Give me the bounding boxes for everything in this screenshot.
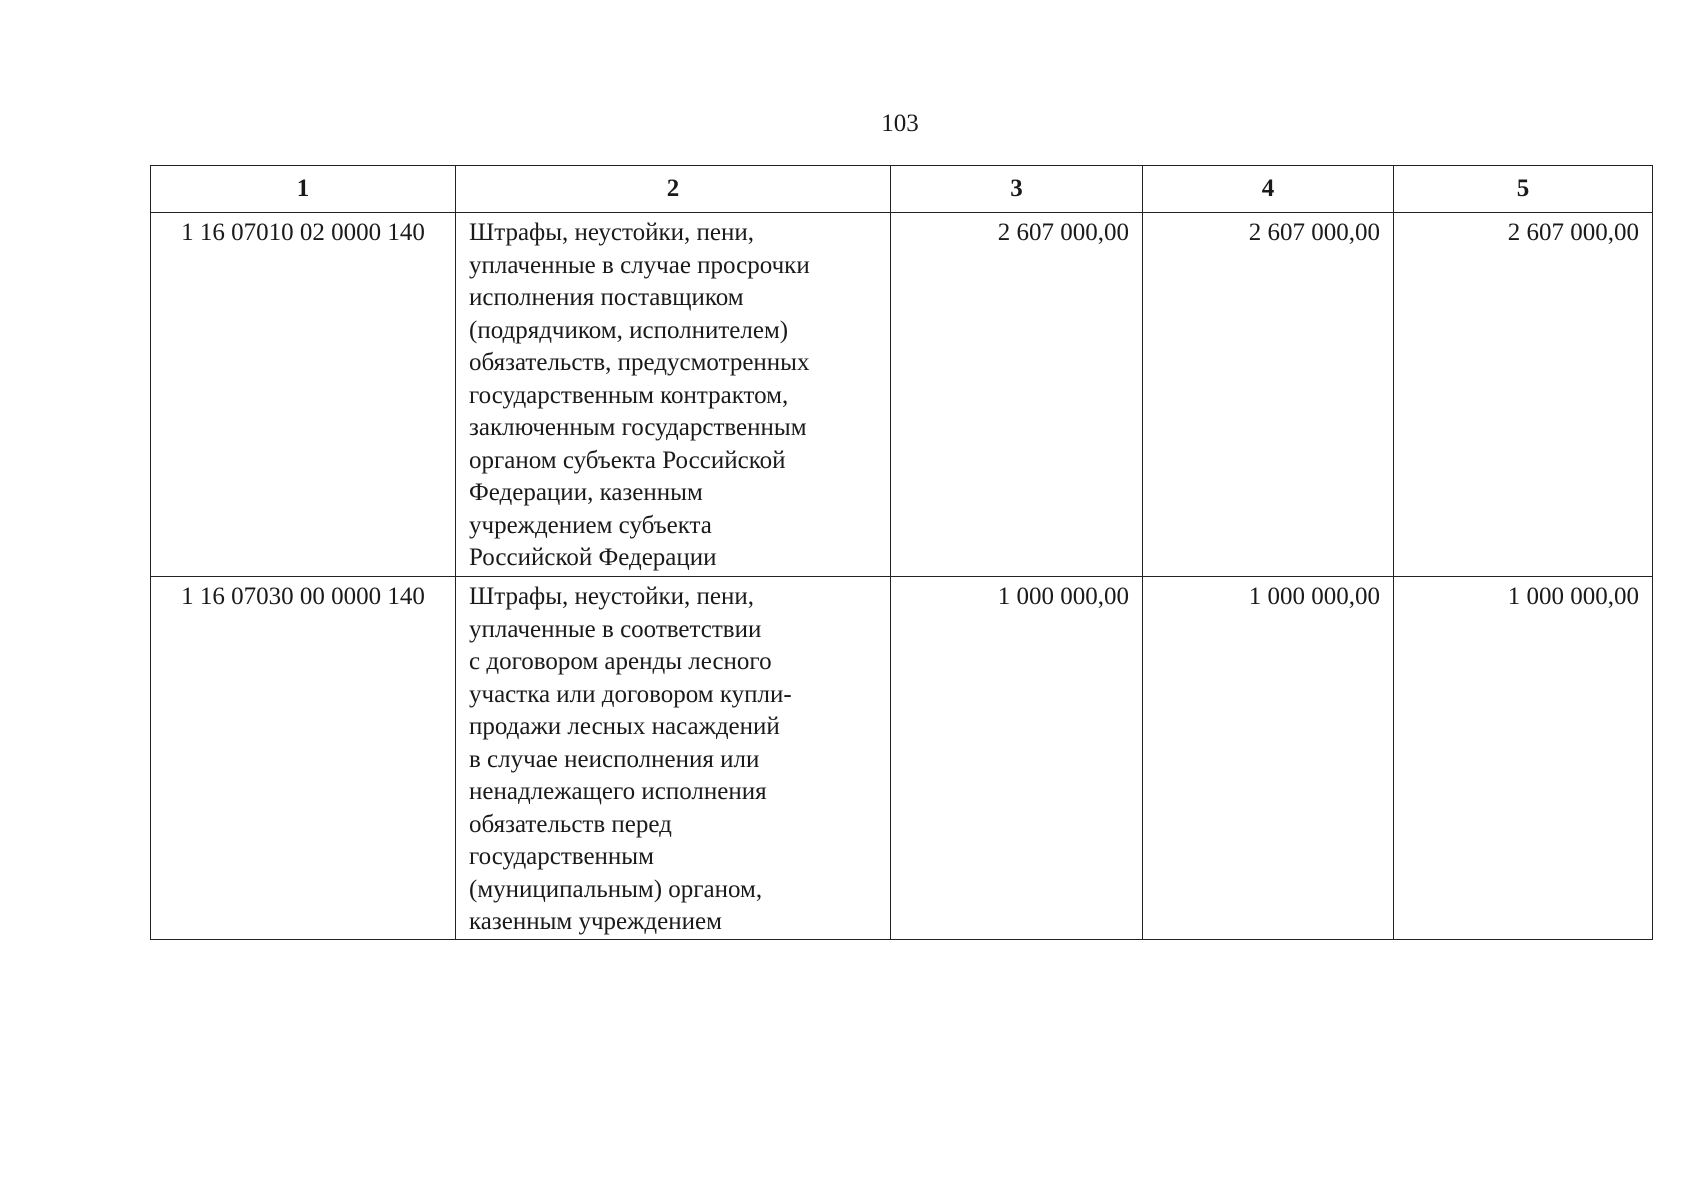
income-name bbox=[456, 213, 891, 577]
income-name-line: (подрядчиком, исполнителем) bbox=[469, 316, 789, 344]
income-name-line: органом субъекта Российской bbox=[469, 446, 786, 474]
income-name bbox=[456, 577, 891, 940]
amount-col-4: 2 607 000,00 bbox=[1143, 213, 1394, 577]
income-name-line: исполнения поставщиком bbox=[469, 284, 744, 311]
income-name-line: государственным bbox=[469, 843, 654, 870]
income-name-line: Штрафы, неустойки, пени, bbox=[469, 219, 754, 246]
income-name-line: Федерации, казенным bbox=[469, 479, 703, 506]
income-name-line: в случае неисполнения или bbox=[469, 745, 760, 773]
header-col-1: 1 bbox=[151, 166, 456, 213]
header-col-4: 4 bbox=[1143, 166, 1394, 213]
amount-col-5: 1 000 000,00 bbox=[1394, 577, 1653, 940]
table-row bbox=[151, 213, 1653, 577]
income-name-line: (муниципальным) органом, bbox=[469, 875, 763, 903]
income-code: 1 16 07010 02 0000 140 bbox=[151, 213, 456, 577]
income-name-line: казенным учреждением bbox=[469, 908, 722, 935]
amount-col-5: 2 607 000,00 bbox=[1394, 213, 1653, 577]
income-name-line: государственным контрактом, bbox=[469, 381, 789, 409]
income-name-line: Российской Федерации bbox=[469, 544, 717, 571]
income-name-line: продажи лесных насаждений bbox=[469, 713, 780, 740]
header-col-2: 2 bbox=[456, 166, 891, 213]
header-col-3: 3 bbox=[891, 166, 1143, 213]
income-name-line: с договором аренды лесного bbox=[469, 648, 772, 675]
header-col-5: 5 bbox=[1394, 166, 1653, 213]
budget-table bbox=[150, 165, 1653, 940]
income-code: 1 16 07030 00 0000 140 bbox=[151, 577, 456, 940]
page-number: 103 bbox=[881, 110, 919, 137]
amount-col-3: 2 607 000,00 bbox=[891, 213, 1143, 577]
table-header-row bbox=[151, 166, 1653, 213]
amount-col-4: 1 000 000,00 bbox=[1143, 577, 1394, 940]
table-row bbox=[151, 577, 1653, 940]
income-name-line: учреждением субъекта bbox=[469, 511, 712, 539]
income-name-line: Штрафы, неустойки, пени, bbox=[469, 583, 754, 610]
income-name-line: участка или договором купли- bbox=[469, 680, 792, 708]
income-name-line: уплаченные в соответствии bbox=[469, 615, 762, 643]
income-name-line: обязательств перед bbox=[469, 810, 672, 838]
income-name-line: заключенным государственным bbox=[469, 414, 807, 441]
income-name-line: обязательств, предусмотренных bbox=[469, 349, 810, 376]
amount-col-3: 1 000 000,00 bbox=[891, 577, 1143, 940]
income-name-line: уплаченные в случае просрочки bbox=[469, 251, 810, 279]
income-name-line: ненадлежащего исполнения bbox=[469, 778, 767, 805]
